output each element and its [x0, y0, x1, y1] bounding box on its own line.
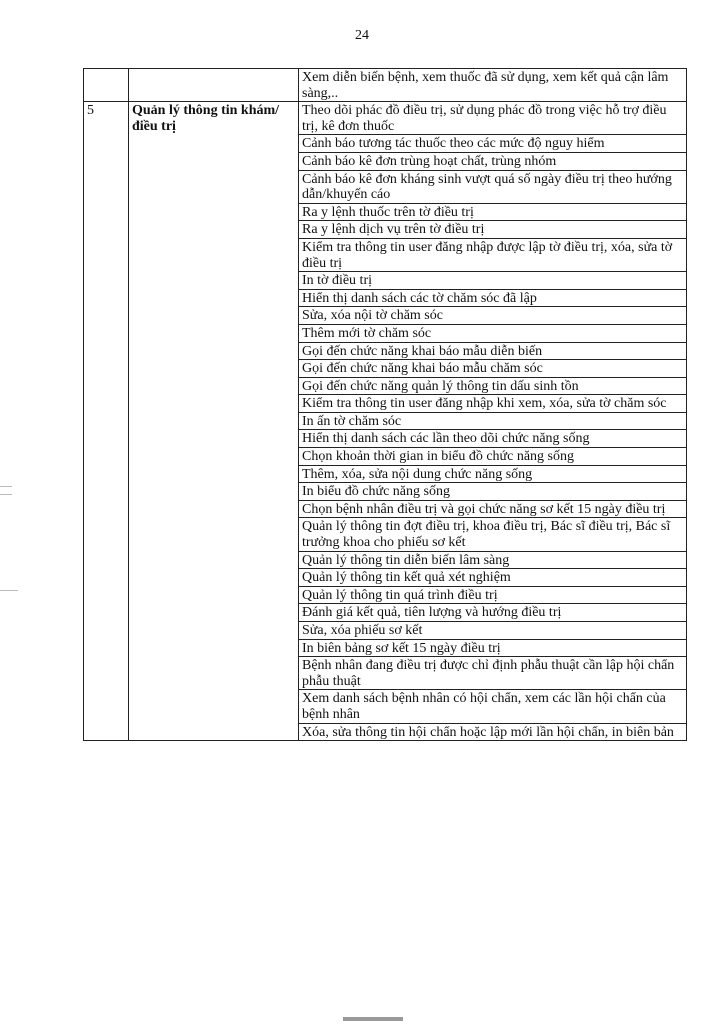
scan-artifact — [0, 494, 12, 495]
page-number: 24 — [355, 28, 369, 43]
function-cell: Cảnh báo kê đơn trùng hoạt chất, trùng nhóm — [299, 152, 687, 170]
function-cell: Xem danh sách bệnh nhân có hội chẩn, xem các lần hội chẩn của bệnh nhân — [299, 690, 687, 723]
function-cell: Quản lý thông tin diễn biến lâm sàng — [299, 551, 687, 569]
function-cell: Chọn bệnh nhân điều trị và gọi chức năng sơ kết 15 ngày điều trị — [299, 500, 687, 518]
function-cell: Đánh giá kết quả, tiên lượng và hướng điều trị — [299, 604, 687, 622]
function-cell: Xem diễn biến bệnh, xem thuốc đã sử dụng, xem kết quả cận lâm sàng,.. — [299, 69, 687, 102]
function-cell: Quản lý thông tin quá trình điều trị — [299, 586, 687, 604]
footer-mark — [343, 1017, 403, 1021]
function-cell: Ra y lệnh dịch vụ trên tờ điều trị — [299, 221, 687, 239]
function-cell: In tờ điều trị — [299, 272, 687, 290]
section-number: 5 — [84, 102, 129, 741]
scan-artifact — [0, 590, 18, 591]
row-number-cell — [84, 69, 129, 102]
function-cell: Thêm mới tờ chăm sóc — [299, 324, 687, 342]
function-cell: Bệnh nhân đang điều trị được chỉ định phẫu thuật cần lập hội chẩn phẫu thuật — [299, 657, 687, 690]
function-cell: Cảnh báo kê đơn kháng sinh vượt quá số ngày điều trị theo hướng dẫn/khuyến cáo — [299, 170, 687, 203]
function-cell: Sửa, xóa phiếu sơ kết — [299, 622, 687, 640]
function-cell: Hiển thị danh sách các lần theo dõi chức năng sống — [299, 430, 687, 448]
group-cell — [129, 69, 299, 102]
function-cell: Quản lý thông tin kết quả xét nghiệm — [299, 569, 687, 587]
function-cell: Thêm, xóa, sửa nội dung chức năng sống — [299, 465, 687, 483]
function-cell: Quản lý thông tin đợt điều trị, khoa điều trị, Bác sĩ điều trị, Bác sĩ trưởng khoa cho phiếu sơ kết — [299, 518, 687, 551]
function-cell: Gọi đến chức năng khai báo mẫu chăm sóc — [299, 360, 687, 378]
function-cell: In biên bảng sơ kết 15 ngày điều trị — [299, 639, 687, 657]
function-cell: Gọi đến chức năng khai báo mẫu diễn biến — [299, 342, 687, 360]
function-cell: Hiển thị danh sách các tờ chăm sóc đã lập — [299, 289, 687, 307]
table-row — [84, 102, 687, 135]
scan-artifact — [0, 486, 12, 487]
section-title: Quản lý thông tin khám/điều trị — [129, 102, 299, 741]
function-cell: Gọi đến chức năng quản lý thông tin dấu sinh tồn — [299, 377, 687, 395]
function-cell: Ra y lệnh thuốc trên tờ điều trị — [299, 203, 687, 221]
function-table — [83, 68, 687, 741]
table-row — [84, 69, 687, 102]
function-cell: In biểu đồ chức năng sống — [299, 483, 687, 501]
function-cell: Sửa, xóa nội tờ chăm sóc — [299, 307, 687, 325]
function-cell: Chọn khoản thời gian in biểu đồ chức năng sống — [299, 448, 687, 466]
function-cell: Cảnh báo tương tác thuốc theo các mức độ nguy hiểm — [299, 135, 687, 153]
function-cell: Theo dõi phác đồ điều trị, sử dụng phác đồ trong việc hỗ trợ điều trị, kê đơn thuốc — [299, 102, 687, 135]
function-cell: Kiểm tra thông tin user đăng nhập được lập tờ điều trị, xóa, sửa tờ điều trị — [299, 238, 687, 271]
function-cell: Kiểm tra thông tin user đăng nhập khi xem, xóa, sửa tờ chăm sóc — [299, 395, 687, 413]
function-cell: In ấn tờ chăm sóc — [299, 412, 687, 430]
function-cell: Xóa, sửa thông tin hội chẩn hoặc lập mới lần hội chẩn, in biên bản — [299, 723, 687, 741]
